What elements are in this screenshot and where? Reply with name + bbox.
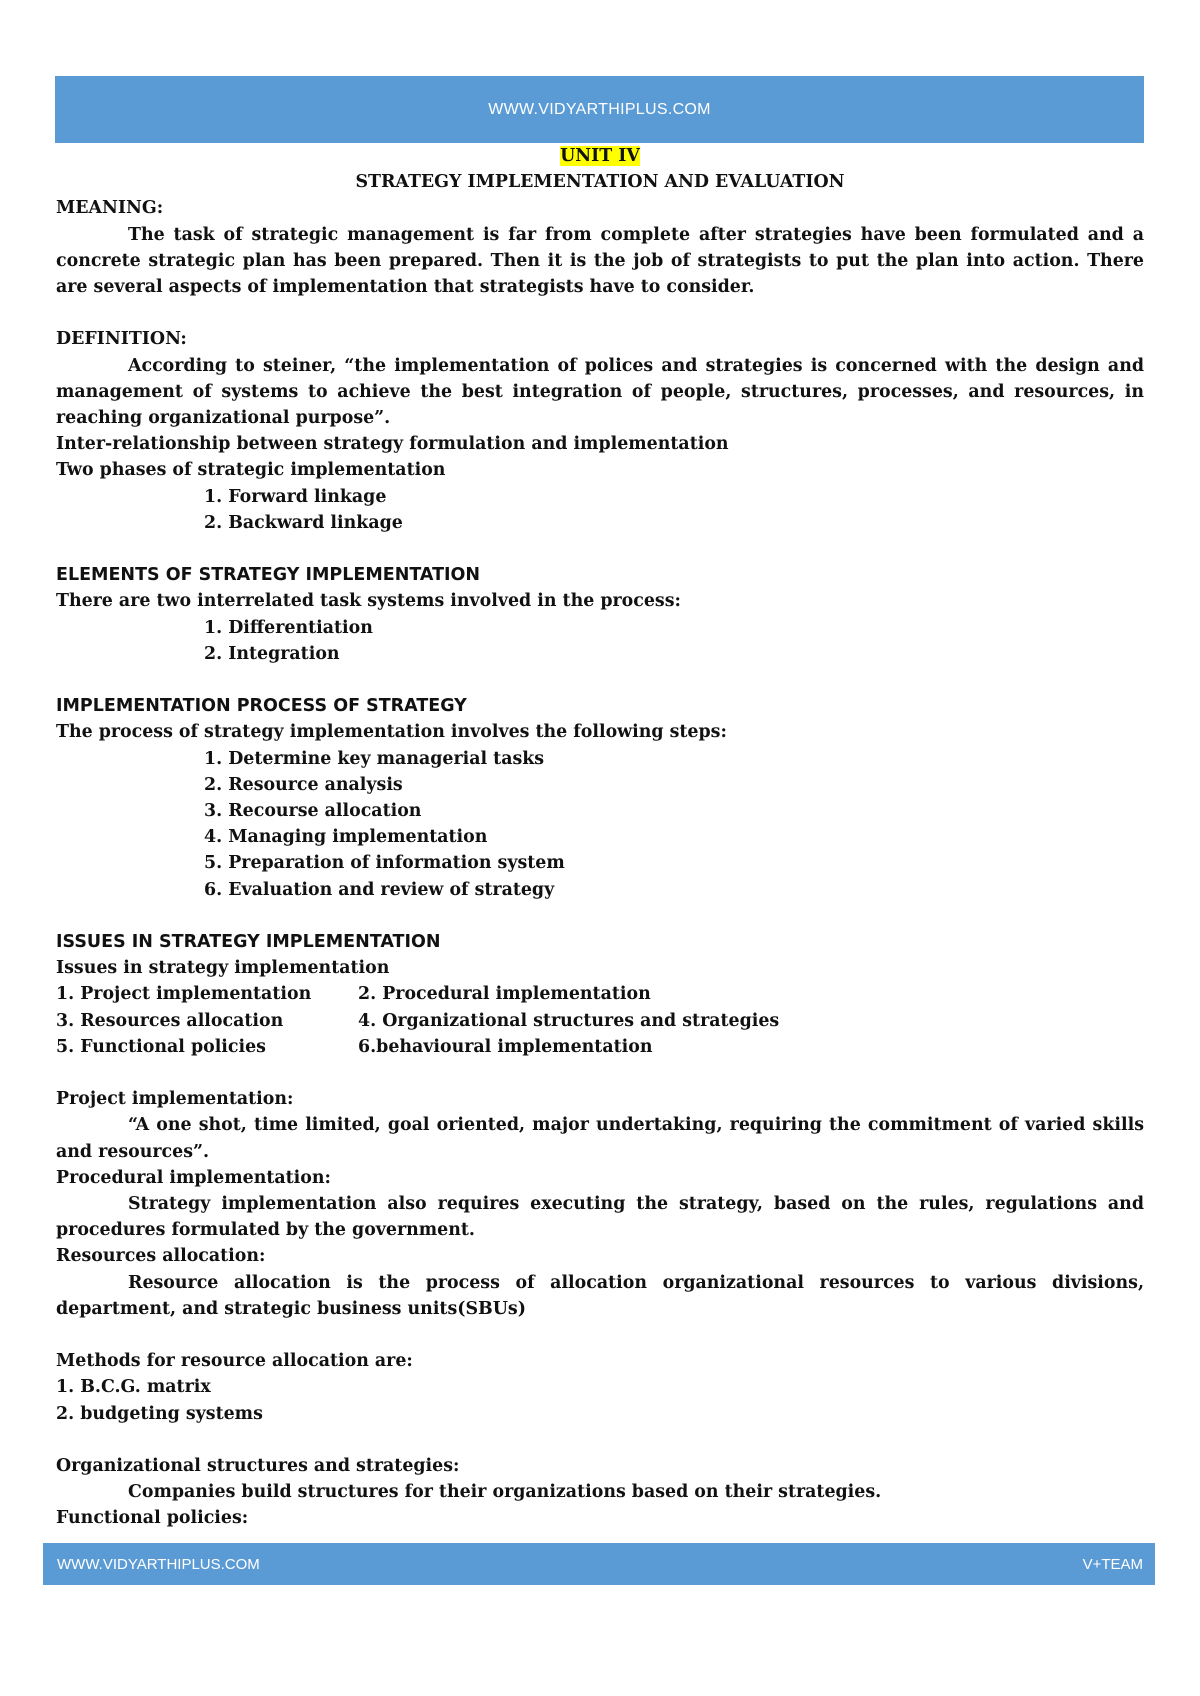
procedural-heading: Procedural implementation: <box>56 1167 331 1188</box>
procedural-paragraph: Strategy implementation also requires executing the strategy, based on the rules, regulations and procedures formulated by the government. <box>56 1194 1144 1241</box>
list-item: 1. B.C.G. matrix <box>56 1377 211 1398</box>
functional-heading: Functional policies: <box>56 1508 249 1529</box>
elements-heading: ELEMENTS OF STRATEGY IMPLEMENTATION <box>56 565 481 586</box>
list-item: 2. Integration <box>204 643 340 664</box>
page-title: STRATEGY IMPLEMENTATION AND EVALUATION <box>355 172 845 193</box>
process-heading: IMPLEMENTATION PROCESS OF STRATEGY <box>56 696 467 717</box>
list-item: 4. Managing implementation <box>204 827 488 848</box>
list-item: 2. Resource analysis <box>204 774 403 795</box>
list-item: 1. Determine key managerial tasks <box>204 748 545 769</box>
issue-item: 5. Functional policies <box>56 1036 266 1057</box>
footer-team: V+TEAM <box>1082 1555 1143 1573</box>
issues-heading: ISSUES IN STRATEGY IMPLEMENTATION <box>56 932 441 953</box>
definition-paragraph: According to steiner, “the implementation of polices and strategies is concerned with the design and management of systems to achieve the best integration of people, structures, processes, and resources, in reaching organizational purpose”. <box>56 355 1144 429</box>
two-phases-line: Two phases of strategic implementation <box>56 460 446 481</box>
issues-row <box>56 1008 1144 1034</box>
org-heading: Organizational structures and strategies: <box>56 1456 460 1477</box>
issue-item: 6.behavioural implementation <box>358 1036 653 1057</box>
issues-intro: Issues in strategy implementation <box>56 958 390 979</box>
document-body <box>56 143 1144 1532</box>
issues-row <box>56 1034 1144 1060</box>
methods-heading: Methods for resource allocation are: <box>56 1351 413 1372</box>
interrelationship-line: Inter-relationship between strategy formulation and implementation <box>56 434 729 455</box>
issue-item: 1. Project implementation <box>56 984 312 1005</box>
process-intro: The process of strategy implementation involves the following steps: <box>56 722 727 743</box>
project-heading: Project implementation: <box>56 1089 294 1110</box>
list-item: 3. Recourse allocation <box>204 801 422 822</box>
unit-label <box>56 143 1144 169</box>
list-item: 6. Evaluation and review of strategy <box>204 879 555 900</box>
list-item: 1. Forward linkage <box>204 486 387 507</box>
footer-url[interactable]: WWW.VIDYARTHIPLUS.COM <box>57 1555 260 1573</box>
issue-item: 2. Procedural implementation <box>358 984 651 1005</box>
list-item: 2. Backward linkage <box>204 512 403 533</box>
resources-heading: Resources allocation: <box>56 1246 266 1267</box>
resources-paragraph: Resource allocation is the process of allocation organizational resources to various divisions, department, and strategic business units(SBUs) <box>56 1272 1144 1319</box>
header-url[interactable]: WWW.VIDYARTHIPLUS.COM <box>488 100 711 118</box>
list-item: 2. budgeting systems <box>56 1403 263 1424</box>
issue-item: 4. Organizational structures and strategies <box>358 1010 780 1031</box>
unit-highlight: UNIT IV <box>560 146 640 166</box>
list-item: 5. Preparation of information system <box>204 853 565 874</box>
org-paragraph: Companies build structures for their organizations based on their strategies. <box>128 1482 882 1503</box>
list-item: 1. Differentiation <box>204 617 373 638</box>
definition-heading: DEFINITION: <box>56 329 187 350</box>
issue-item: 3. Resources allocation <box>56 1010 284 1031</box>
meaning-paragraph: The task of strategic management is far from complete after strategies have been formulated and a concrete strategic plan has been prepared. Then it is the job of strategists to put the plan into action. There are several aspects of implementation that strategists have to consider. <box>56 224 1144 298</box>
meaning-heading: MEANING: <box>56 198 164 219</box>
elements-intro: There are two interrelated task systems involved in the process: <box>56 591 681 612</box>
issues-row <box>56 981 1144 1007</box>
footer-band <box>43 1543 1155 1585</box>
project-paragraph: “A one shot, time limited, goal oriented, major undertaking, requiring the commitment of varied skills and resources”. <box>56 1115 1144 1162</box>
header-band <box>55 76 1144 143</box>
